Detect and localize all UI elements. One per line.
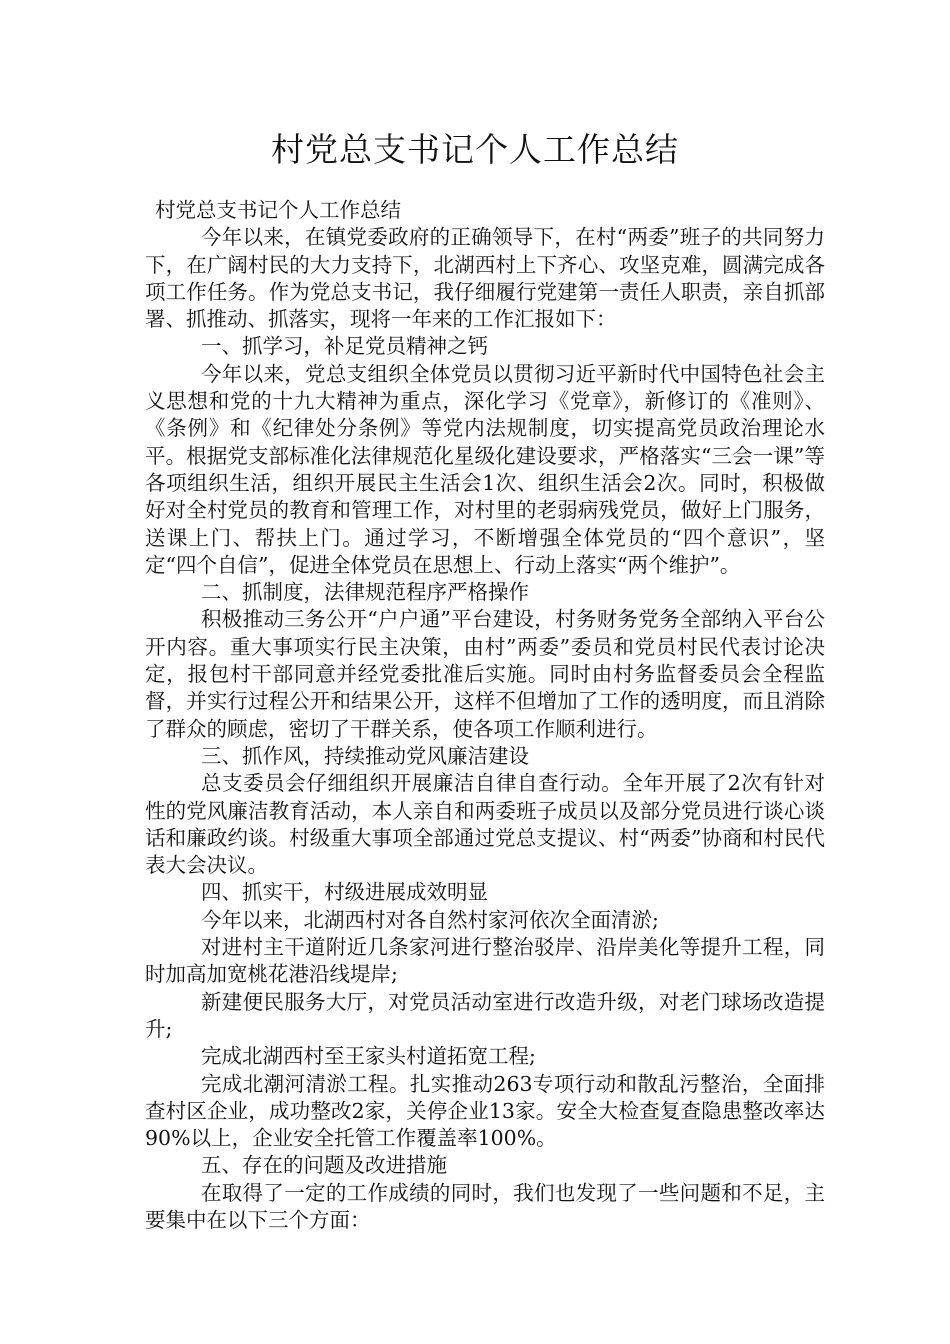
section-heading-5: 五、存在的问题及改进措施 — [201, 1153, 447, 1178]
section-heading-2: 二、抓制度，法律规范程序严格操作 — [201, 580, 529, 605]
section-4-item-4: 完成北湖西村至王家头村道拓宽工程; — [201, 1044, 536, 1069]
section-4-item-2: 对进村主干道附近几条家河进行整治驳岸、沿岸美化等提升工程，同时加高加宽桃花港沿线堤岸; — [145, 935, 825, 987]
intro-paragraph: 今年以来，在镇党委政府的正确领导下，在村“两委”班子的共同努力下，在广阔村民的大力支持下，北湖西村上下齐心、攻坚克难，圆满完成各项工作任务。作为党总支书记，我仔细履行党建第一责任人职责，亲自抓部署、抓推动、抓落实，现将一年来的工作汇报如下： — [145, 225, 825, 332]
document-subtitle: 村党总支书记个人工作总结 — [155, 198, 401, 222]
section-heading-4: 四、抓实干，村级进展成效明显 — [201, 880, 488, 905]
section-heading-3: 三、抓作风，持续推动党风廉洁建设 — [201, 743, 529, 768]
section-5-paragraph: 在取得了一定的工作成绩的同时，我们也发现了一些问题和不足，主要集中在以下三个方面： — [145, 1180, 825, 1232]
section-2-paragraph: 积极推动三务公开“户户通”平台建设，村务财务党务全部纳入平台公开内容。重大事项实行民主决策，由村”两委”委员和党员村民代表讨论决定，报包村干部同意并经党委批准后实施。同时由村务监督委员会全程监督，并实行过程公开和结果公开，这样不但增加了工作的透明度，而且消除了群众的顾虑，密切了干群关系，使各项工作顺利进行。 — [145, 607, 825, 741]
section-4-item-1: 今年以来，北湖西村对各自然村家河依次全面清淤; — [201, 907, 659, 932]
section-3-paragraph: 总支委员会仔细组织开展廉洁自律自查行动。全年开展了2次有针对性的党风廉洁教育活动，本人亲自和两委班子成员以及部分党员进行谈心谈话和廉政约谈。村级重大事项全部通过党总支提议、村“两委”协商和村民代表大会决议。 — [145, 771, 825, 878]
document-title: 村党总支书记个人工作总结 — [271, 130, 679, 169]
section-4-item-3: 新建便民服务大厅，对党员活动室进行改造升级，对老门球场改造提升; — [145, 989, 825, 1041]
section-1-paragraph: 今年以来，党总支组织全体党员以贯彻习近平新时代中国特色社会主义思想和党的十九大精神为重点，深化学习《党章》，新修订的《准则》、《条例》和《纪律处分条例》等党内法规制度，切实提高党员政治理论水平。根据党支部标准化法律规范化星级化建设要求，严格落实“三会一课”等各项组织生活，组织开展民主生活会1次、组织生活会2次。同时，积极做好对全村党员的教育和管理工作，对村里的老弱病残党员，做好上门服务，送课上门、帮扶上门。通过学习，不断增强全体党员的“四个意识”，坚定“四个自信”，促进全体党员在思想上、行动上落实“两个维护”。 — [145, 361, 825, 577]
section-4-item-5: 完成北潮河清淤工程。扎实推动263专项行动和散乱污整治，全面排查村区企业，成功整改2家，关停企业13家。安全大检查复查隐患整改率达90%以上，企业安全托管工作覆盖率100%。 — [145, 1071, 825, 1151]
section-heading-1: 一、抓学习，补足党员精神之钙 — [201, 334, 488, 359]
document-body — [145, 197, 825, 1234]
